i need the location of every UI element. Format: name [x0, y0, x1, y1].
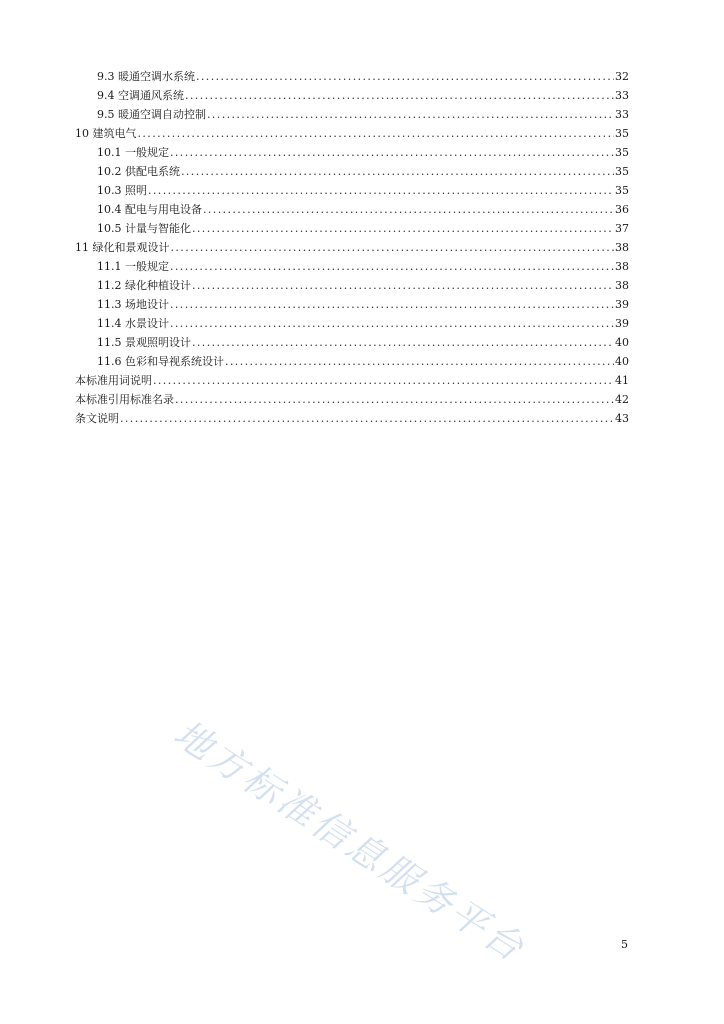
toc-entry-page: 32 [615, 70, 629, 83]
toc-entry-page: 35 [615, 127, 629, 140]
toc-entry-page: 40 [615, 336, 629, 349]
toc-entry-title: 10.2 供配电系统 [97, 165, 180, 178]
toc-entry-page: 35 [615, 165, 629, 178]
toc-leader-dots [138, 124, 615, 143]
toc-leader-dots [170, 295, 614, 314]
toc-entry-title: 10.4 配电与用电设备 [97, 203, 202, 216]
toc-entry-page: 41 [615, 374, 629, 387]
toc-entry-page: 43 [615, 412, 629, 425]
toc-entry [75, 105, 629, 124]
toc-leader-dots [192, 276, 614, 295]
toc-leader-dots [192, 333, 614, 352]
toc-entry-title: 9.5 暖通空调自动控制 [97, 108, 206, 121]
toc-entry [75, 257, 629, 276]
toc-leader-dots [196, 67, 614, 86]
toc-entry [75, 219, 629, 238]
toc-leader-dots [171, 238, 615, 257]
toc-entry-title: 10.3 照明 [97, 184, 147, 197]
toc-entry [75, 333, 629, 352]
toc-entry-page: 42 [615, 393, 629, 406]
toc-entry-title: 11.4 水景设计 [97, 317, 169, 330]
toc-entry-title: 11 绿化和景观设计 [75, 241, 170, 254]
toc-entry [75, 276, 629, 295]
toc-entry [75, 371, 629, 390]
toc-leader-dots [170, 257, 614, 276]
toc-entry-title: 10 建筑电气 [75, 127, 137, 140]
toc-entry-title: 11.5 景观照明设计 [97, 336, 191, 349]
toc-leader-dots [153, 371, 614, 390]
toc-entry-title: 11.6 色彩和导视系统设计 [97, 355, 224, 368]
toc-entry [75, 390, 629, 409]
toc-entry-title: 10.1 一般规定 [97, 146, 169, 159]
toc-entry [75, 200, 629, 219]
toc-leader-dots [207, 105, 614, 124]
table-of-contents [75, 67, 629, 428]
toc-entry-page: 39 [615, 317, 629, 330]
toc-entry-page: 36 [615, 203, 629, 216]
toc-entry [75, 86, 629, 105]
toc-entry-page: 38 [615, 260, 629, 273]
toc-entry-title: 11.1 一般规定 [97, 260, 169, 273]
toc-entry-title: 11.3 场地设计 [97, 298, 169, 311]
toc-entry-title: 10.5 计量与智能化 [97, 222, 191, 235]
toc-entry-page: 39 [615, 298, 629, 311]
toc-entry [75, 143, 629, 162]
toc-entry-title: 9.3 暖通空调水系统 [97, 70, 195, 83]
toc-entry-page: 38 [615, 241, 629, 254]
toc-entry [75, 352, 629, 371]
page-number: 5 [621, 938, 628, 951]
toc-leader-dots [225, 352, 614, 371]
toc-entry-page: 33 [615, 89, 629, 102]
toc-entry-title: 9.4 空调通风系统 [97, 89, 184, 102]
toc-entry [75, 238, 629, 257]
toc-entry [75, 124, 629, 143]
toc-entry [75, 162, 629, 181]
toc-entry-page: 37 [615, 222, 629, 235]
toc-leader-dots [175, 390, 614, 409]
toc-entry-page: 38 [615, 279, 629, 292]
toc-entry-page: 35 [615, 184, 629, 197]
toc-entry [75, 409, 629, 428]
watermark: 地方标准信息服务平台 [166, 711, 534, 972]
toc-leader-dots [120, 409, 614, 428]
toc-entry [75, 314, 629, 333]
toc-entry-title: 本标准引用标准名录 [75, 393, 174, 406]
toc-leader-dots [192, 219, 614, 238]
toc-leader-dots [203, 200, 614, 219]
toc-leader-dots [148, 181, 614, 200]
toc-entry-title: 本标准用词说明 [75, 374, 152, 387]
toc-entry-title: 条文说明 [75, 412, 119, 425]
toc-entry-page: 35 [615, 146, 629, 159]
toc-leader-dots [185, 86, 614, 105]
toc-entry [75, 67, 629, 86]
toc-entry-page: 33 [615, 108, 629, 121]
toc-leader-dots [170, 314, 614, 333]
toc-leader-dots [181, 162, 614, 181]
toc-entry-page: 40 [615, 355, 629, 368]
toc-entry [75, 181, 629, 200]
toc-entry [75, 295, 629, 314]
toc-entry-title: 11.2 绿化种植设计 [97, 279, 191, 292]
toc-leader-dots [170, 143, 614, 162]
